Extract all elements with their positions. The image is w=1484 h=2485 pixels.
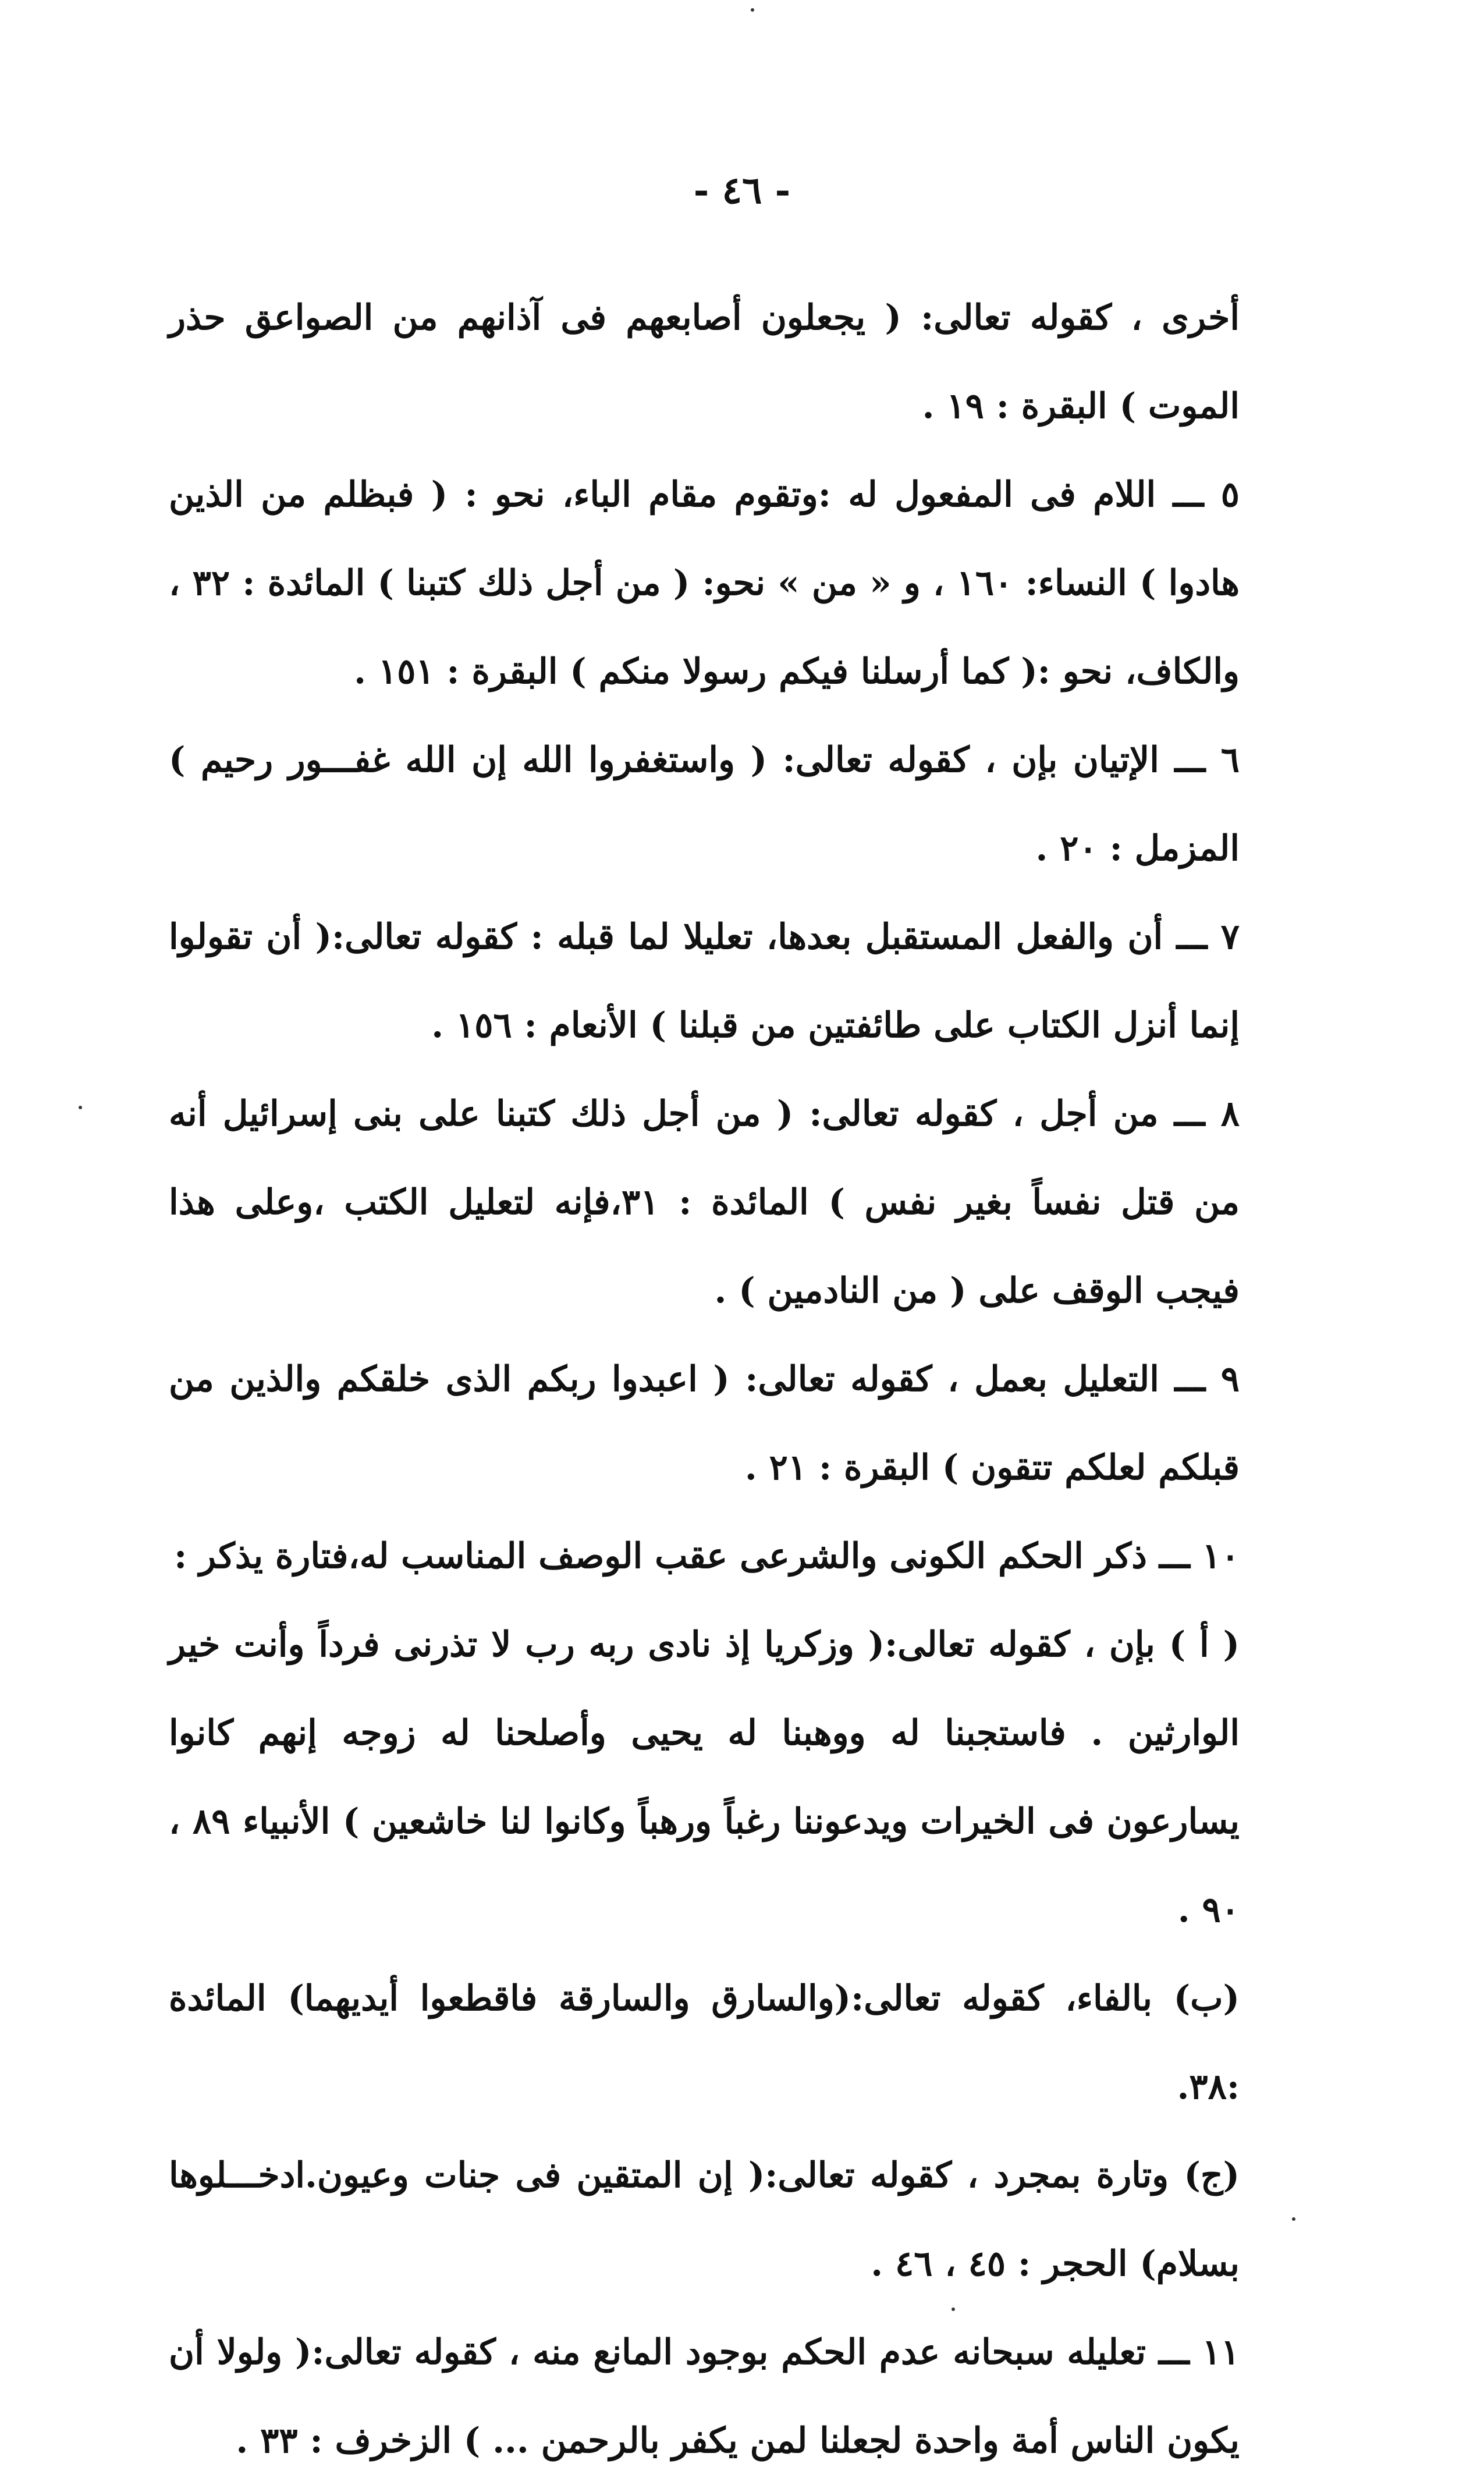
paragraph-10: ١٠ ـــ ذكر الحكم الكونى والشرعى عقب الوصف المناسب له،فتارة يذكر : bbox=[174, 1536, 1240, 1577]
paragraph-7: ٧ ـــ أن والفعل المستقبل بعدها، تعليلا لما قبله : كقوله تعالى:( أن تقولوا إنما أنزل الكتاب على طائفتين من قبلنا ) الأنعام : ١٥٦ . bbox=[169, 917, 1240, 1046]
page-number: - ٤٦ - bbox=[693, 169, 791, 212]
paragraph-8: ٨ ـــ من أجل ، كقوله تعالى: ( من أجل ذلك كتبنا على بنى إسرائيل أنه من قتل نفساً بغير نفس ) المائدة : ٣١،فإنه لتعليل الكتب ،وعلى هذا فيجب الوقف على ( من النادمين ) . bbox=[169, 1094, 1240, 1311]
paragraph-11: ١١ ـــ تعليله سبحانه عدم الحكم بوجود المانع منه ، كقوله تعالى:( ولولا أن يكون الناس أمة واحدة لجعلنا لمن يكفر بالرحمن ... ) الزخرف : ٣٣ . bbox=[169, 2332, 1240, 2461]
paragraph-10-a: ( أ ) بإن ، كقوله تعالى:( وزكريا إذ نادى ربه رب لا تذرنى فرداً وأنت خير الوارثين . فاستجبنا له ووهبنا له يحيى وأصلحنا له زوجه إنهم كانوا يسارعون فى الخيرات ويدعوننا رغباً ورهباً وكانوا لنا خاشعين ) الأنبياء ٨٩ ، ٩٠ . bbox=[169, 1624, 1240, 1930]
paragraph-10-b: (ب) بالفاء، كقوله تعالى:(والسارق والسارقة فاقطعوا أيديهما) المائدة :٣٨. bbox=[169, 1978, 1240, 2107]
scan-speck bbox=[1292, 2217, 1295, 2221]
paragraph-9: ٩ ـــ التعليل بعمل ، كقوله تعالى: ( اعبدوا ربكم الذى خلقكم والذين من قبلكم لعلكم تتقون ) البقرة : ٢١ . bbox=[169, 1359, 1240, 1488]
paragraph-continuation: أخرى ، كقوله تعالى: ( يجعلون أصابعهم فى آذانهم من الصواعق حذر الموت ) البقرة : ١٩ . bbox=[169, 297, 1240, 427]
page-body bbox=[169, 274, 1240, 2485]
paragraph-6: ٦ ـــ الإتيان بإن ، كقوله تعالى: ( واستغفروا الله إن الله غفـــور رحيم ) المزمل : ٢٠ . bbox=[169, 740, 1240, 869]
paragraph-5: ٥ ـــ اللام فى المفعول له :وتقوم مقام الباء، نحو : ( فبظلم من الذين هادوا ) النساء: ١٦٠ ، و « من » نحو: ( من أجل ذلك كتبنا ) المائدة : ٣٢ ، والكاف، نحو :( كما أرسلنا فيكم رسولا منكم ) البقرة : ١٥١ . bbox=[169, 474, 1240, 692]
scan-speck bbox=[751, 8, 754, 12]
paragraph-10-c: (ج) وتارة بمجرد ، كقوله تعالى:( إن المتقين فى جنات وعيون.ادخـــلوها بسلام) الحجر : ٤٥ ، ٤٦ . bbox=[169, 2155, 1240, 2284]
scan-speck bbox=[79, 1106, 82, 1109]
scan-speck bbox=[952, 2308, 955, 2311]
